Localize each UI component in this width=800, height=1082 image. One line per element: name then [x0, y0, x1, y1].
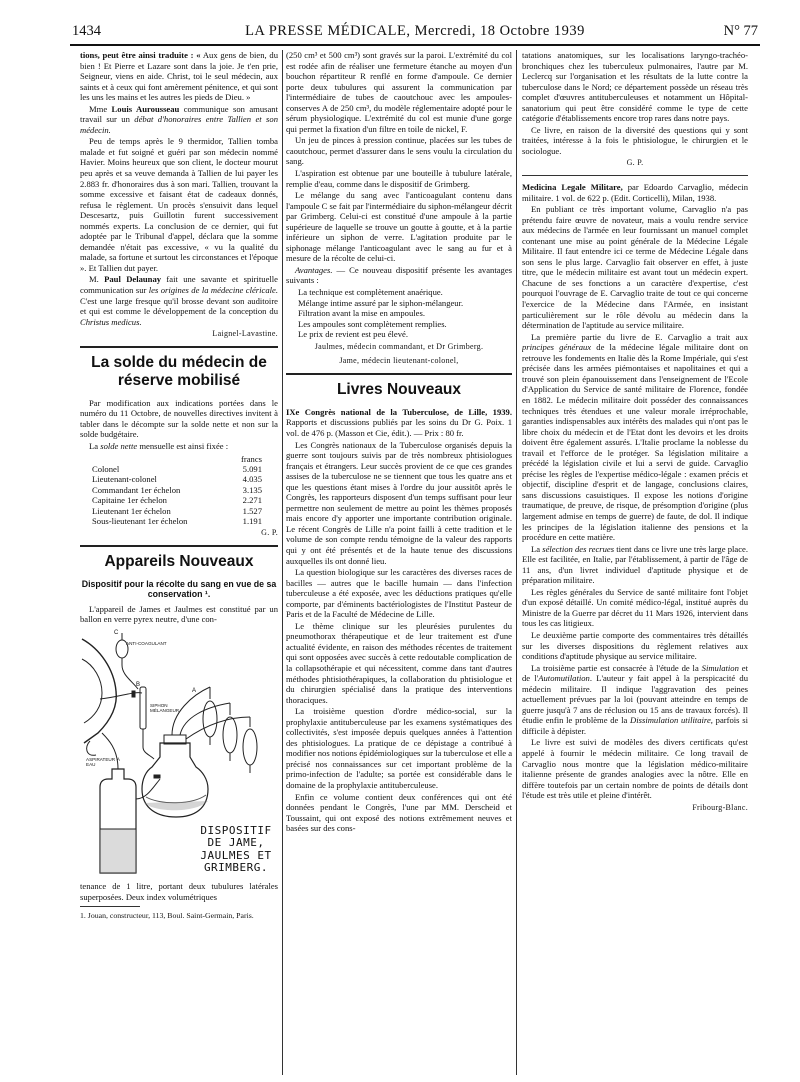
divider: [286, 373, 512, 375]
paragraph: Les règles générales du Service de santé militaire font l'objet d'un exposé détaillé. Un comité médico-légal, institué auprès du Ministre de la Guerre par décret du 11 Mars 1926, intervient dans tous les cas litigieux.: [522, 586, 748, 629]
paragraph: La première partie du livre de E. Carvaglio a trait aux principes généraux de la médecine légale militaire dont on retrouve les fondements en Italie dès la Rome Impériale, qui s'est précisée dans les armées piémontaises et napolitaines et qui a trouvé son plein épanouissement dans l'enseignement de l'Ecole d'Application du Service de santé militaire de Florence, fondée en 1882. Le médecin militaire doit posséder des connaissances techniques très étendues et une valeur morale irréprochable, garanties indispensables aux intérêts des malades qui n'ont pas le libre choix du médecin et de l'Etat dont les devoirs et les droits doivent être également assurés. L'Italie proclame la noblesse du travail et l'efforce de le protéger. Sa législation militaire a précédé la législation civile et lui a servi de guide. Carvaglio précise les règles de l'expertise médico-légale : examen précis et objectif, discipline d'esprit et de langage, conclusions claires, sans discussions casuistiques. Il expose les notions d'origine traumatique, de preuve, de risque, de présomption d'origine (plus largement admise en temps de guerre) de faute, de dol. Il indique les principes de la législation italienne des pensions et la procédure en cette matière.: [522, 331, 748, 543]
signature: Laignel-Lavastine.: [212, 329, 278, 339]
figure-caption: DISPOSITIF DE JAME, JAULMES ET GRIMBERG.: [200, 823, 272, 875]
column-divider: [282, 50, 283, 1075]
issue-number: N° 77: [723, 23, 758, 39]
unit-label: francs: [241, 453, 262, 464]
book-entry: IXe Congrès national de la Tuberculose, de Lille, 1939. Rapports et discussions publiés par les soins du Dr G. Poix. 1 vol. de 476 p. (Masson et Cie, édit.). — Prix : 80 fr.: [286, 406, 512, 438]
paragraph: (250 cm³ et 500 cm³) sont gravés sur la paroi. L'extrémité du col est rodée afin de réaliser une fermeture étanche au moyen d'un bouchon répartiteur R renflé en forme d'ampoule. Ce dernier porte deux tubulures qui assurent la communication par l'intermédiaire de tubes de caoutchouc avec les ampoules-conserves A de 250 cm³, du modèle réglementaire adopté pour le sérum physiologique. L'extrémité du col est munie d'une gorge qui permet la fixation d'un filtre en toile de nickel, F.: [286, 50, 512, 134]
column-1: [80, 50, 278, 921]
label-aspirateur: ASPIRATEUR À EAU: [86, 756, 120, 767]
list-item: La technique est complètement anaérique.: [298, 287, 443, 298]
paragraph: M. Paul Delaunay fait une savante et spirituelle communication sur les origines de la médecine cléricale. C'est une large fresque qu'il brosse devant son auditoire et qui est comme le développement de la conception du Christus medicus.: [80, 274, 278, 327]
divider: [80, 346, 278, 348]
paragraph: En publiant ce très important volume, Carvaglio n'a pas prétendu faire œuvre de novateur, mais a voulu rendre service aux médecins de l'armée en leur fournissant un manuel complet contenant une mise au point générale de la Médecine Légale Militaire. Il faut entendre ici ce terme de Médecine Légale dans son sens le plus large. Carvaglio fait observer en effet, à juste titre, que le médecin militaire est avant tout un médecin expert. Chacune de ses fonctions a un caractère d'expertise, c'est pourquoi l'ouvrage de E. Carvaglio traite de tout ce qui concerne l'exercice de la Médecine dans l'Armée, en insistant particulièrement sur le rôle dévolu au médecin dans la détermination de l'aptitude au service militaire.: [522, 204, 748, 331]
label-c: C: [114, 629, 119, 636]
paragraph: La troisième question d'ordre médico-social, sur la prophylaxie antituberculeuse par les examens systématiques des collectivités, s'est imposée depuis quelques années à l'attention des phtisiologues. La pratique de ce dépistage a contribué à modifier nos notions épidémiologiques sur la tuberculose et elle a précisé nos connaissances sur cet important problème de la primo-infection de l'adulte; sa portée est considérable dans le domaine de la prophylaxie antituberculeuse.: [286, 706, 512, 790]
paragraph: La troisième partie est consacrée à l'étude de la Simulation et de l'Automutilation. L'auteur y fait appel à la perspicacité du médecin militaire. Il indique l'aggravation des peines actuellement prévues par la loi (pouvant atteindre en temps de guerre jusqu'à 7 ans de réclusion ou 15 ans de travaux forcés). Il étudie enfin le problème de la Dissimulation utilitaire, parfois si difficile à dépister.: [522, 662, 748, 736]
table-row: Colonel 5.091: [92, 463, 262, 474]
divider: [522, 175, 748, 176]
signature: Fribourg-Blanc.: [692, 802, 748, 812]
paragraph: Mme Louis Aurousseau communique son amusant travail sur un débat d'honoraires entre Tallien et son médecin.: [80, 103, 278, 135]
table-row: Capitaine 1er échelon 2.271: [92, 495, 262, 506]
footnote: 1. Jouan, constructeur, 113, Boul. Saint-Germain, Paris.: [80, 911, 254, 921]
page-header: [70, 20, 760, 46]
list-item: Filtration avant la mise en ampoules.: [298, 308, 425, 319]
table-row: Commandant 1er échelon 3.135: [92, 484, 262, 495]
paragraph: Le deuxième partie comporte des commentaires très détaillés sur les diverses dispositions du règlement relatives aux conditions d'aptitude physique au service militaire.: [522, 629, 748, 662]
paragraph: Les Congrès nationaux de la Tuberculose organisés depuis la guerre sont toujours suivis par de très nombreux phtisiologues français et étrangers. Leur succès provient de ce que ces grandes assises de la tuberculose ne se tiennent que tous les quatre ans et que les questions étant mises à l'ordre du jour aussitôt après le Congrès, les rapporteurs disposent d'un temps suffisant pour leur permettre non seulement de mettre au point les thèmes proposés mais encore d'y apporter une importante contribution originale. Le récent Congrès de Lille n'a point failli à cette tradition et le volume de son compte rendu témoigne de la valeur des rapports qui y ont été présentés et de la haute tenue des discussions auxquelles ils ont donné lieu.: [286, 439, 512, 566]
paragraph: La solde nette mensuelle est ainsi fixée :: [89, 440, 229, 451]
paragraph: Avantages. — Ce nouveau dispositif présente les avantages suivants :: [286, 264, 512, 286]
paragraph: L'appareil de James et Jaulmes est constitué par un ballon en verre pyrex neutre, d'une con-: [80, 603, 278, 625]
column-3: [522, 50, 748, 817]
section-heading-livres: Livres Nouveaux: [336, 380, 462, 398]
label-a: A: [192, 687, 197, 694]
section-heading-appareils: Appareils Nouveaux: [104, 552, 254, 570]
apparatus-figure: [80, 629, 278, 877]
paragraph: L'aspiration est obtenue par une bouteille à tubulure latérale, remplie d'eau, comme dans le dispositif de Grimberg.: [286, 168, 512, 189]
paragraph: Le mélange du sang avec l'anticoagulant contenu dans l'ampoule C se fait par l'intermédiaire du siphon-mélangeur décrit par Grimberg. Celui-ci est constitué d'une ampoule à la partie supérieure de laquelle se trouve un goutte à goutte, et à la partie inférieure un siphon de verre. L'agitation produite par le siphonage mélange l'anticoagulant avec le sang au fur et à mesure de la récolte de celui-ci.: [286, 190, 512, 264]
pay-table: [92, 454, 262, 527]
list-item: Le prix de revient est peu élevé.: [298, 329, 408, 340]
signature: Jaulmes, médecin commandant, et Dr Grimberg.: [314, 341, 484, 351]
label-b: B: [136, 681, 141, 688]
list-item: Mélange intime assuré par le siphon-mélangeur.: [298, 297, 464, 308]
paragraph: Le thème clinique sur les pleurésies purulentes du pneumothorax thérapeutique et de leur traitement est d'une actualité évidente, en raison des méthodes récentes de traitement qui sont opposées avec succès à cette redoutable complication de la collapsothérapie et qui nécessitent, comme dans tant d'autres méthodes phtisiothérapiques, la collaboration du phtisiologue et du chirurgien spécialisé dans la pratique des interventions thoraciques.: [286, 620, 512, 705]
journal-title: LA PRESSE MÉDICALE, Mercredi, 18 Octobre 1939: [245, 23, 585, 39]
signature: G. P.: [626, 158, 644, 168]
paragraph: tions, peut être ainsi traduite : « Aux gens de bien, du bien ! Et Pierre et Lazare sont dans la joie. Je t'en prie, Seigneur, viens en aide. Christ, toi le seul médecin, aux saints et à ceux qui font amèrement pénitence, et qui sont les uns les mains et les autres les pieds de Dieu. »: [80, 50, 278, 103]
list-item: Les ampoules sont complètement remplies.: [298, 318, 447, 329]
table-row: Lieutenant-colonel 4.035: [92, 474, 262, 485]
advantages-list: [286, 287, 512, 340]
section-heading-solde: La solde du médecin de réserve mobilisé: [91, 353, 267, 389]
paragraph: Le livre est suivi de modèles des divers certificats qu'est appelé à fournir le médecin militaire. Ce long travail de Carvaglio nous montre que la législation médico-militaire italienne présente de grandes analogies avec la nôtre. Elle en diffère toutefois par un certain nombre de points de détails dont l'étude est très utile et pleine d'intérêt.: [522, 737, 748, 801]
label-anticoagulant: ANTI-COAGULANT: [126, 640, 167, 646]
paragraph: Enfin ce volume contient deux conférences qui ont été données pendant le Congrès, l'une par MM. Derscheid et Toussaint, qui ont exposé des notions extrêmement neuves et basées sur des cons-: [286, 791, 512, 834]
column-2: [286, 50, 512, 835]
table-row: Lieutenant 1er échelon 1.527: [92, 505, 262, 516]
signature: Jame, médecin lieutenant-colonel,: [339, 356, 459, 366]
paragraph: tatations anatomiques, sur les localisations laryngo-trachéo-bronchiques chez les tuberculeux pulmonaires, l'autre par M. Leclercq sur l'organisation et les résultats de la lutte contre la tuberculose dans le Nord; ce département possède un réseau très complet d'œuvres antituberculeuses et notamment un Hôpital-sanatorium qui peut être considéré comme le type de cette catégorie d'établissements encore trop rares dans notre pays.: [522, 50, 748, 124]
label-siphon: SIPHON MÉLANGEUR: [150, 702, 180, 713]
table-row: Sous-lieutenant 1er échelon 1.191: [92, 515, 262, 526]
paragraph: Peu de temps après le 9 thermidor, Tallien tomba malade et fut soigné et guéri par son médecin nommé Havier. Moins heureux que son client, le docteur mourut peu après et sa veuve demanda à Tallien de lui payer les 2.883 fr. d'honoraires dus à son mari. Tallien, trouvant la somme excessive et faisant état de cadeaux donnés, refusa le règlement. Un procès s'ensuivit dans lequel Descesartz, puis Guillotin furent successivement nommés experts. La conclusion de ce dernier, qui fut adoptée par le Tribunal d'appel, déclara que la somme demandée n'était pas excessive, « vu la qualité du malade, sa fortune et surtout les circonstances et l'époque ». Et Tallien dut payer.: [80, 136, 278, 273]
footnote-rule: [80, 906, 140, 907]
divider: [80, 545, 278, 547]
column-divider: [516, 50, 517, 1075]
page-number: 1434: [72, 23, 101, 39]
subheading-dispositif: Dispositif pour la récolte du sang en vue de sa conservation ¹.: [81, 578, 277, 600]
paragraph: Ce livre, en raison de la diversité des questions qui y sont traitées, intéresse à la fois le phtisiologue, le chirurgien et le sociologue.: [522, 124, 748, 156]
paragraph: Par modification aux indications portées dans le numéro du 11 Octobre, de nouvelles directives invitent à tabler dans le décompte sur la solde nette et non sur la solde budgétaire.: [80, 397, 278, 440]
paragraph: tenance de 1 litre, portant deux tubulures latérales superposées. Deux index volumétriques: [80, 880, 278, 902]
signature: G. P.: [261, 528, 278, 538]
book-entry: Medicina Legale Militare, par Edoardo Carvaglio, médecin militaire. 1 vol. de 622 p. (Edit. Corticelli), Milan, 1938.: [522, 182, 748, 203]
paragraph: Un jeu de pinces à pression continue, placées sur les tubes de caoutchouc, permet d'assurer dans le sens voulu la circulation du sang.: [286, 135, 512, 167]
paragraph: La sélection des recrues tient dans ce livre une très large place. Elle est facilitée, en Italie, par l'établissement, à partir de l'âge de 11 ans, d'un livret individuel d'aptitude physique et de préparation militaire.: [522, 543, 748, 586]
paragraph: La question biologique sur les caractères des diverses races de bacilles — autres que le bacille humain — dans l'infection tuberculeuse a été exposée, avec les déductions pratiques qu'elle comporte, par d'éminents bactériologistes de l'Institut Pasteur de Paris et de la Faculté de Médecine de Lille.: [286, 567, 512, 620]
